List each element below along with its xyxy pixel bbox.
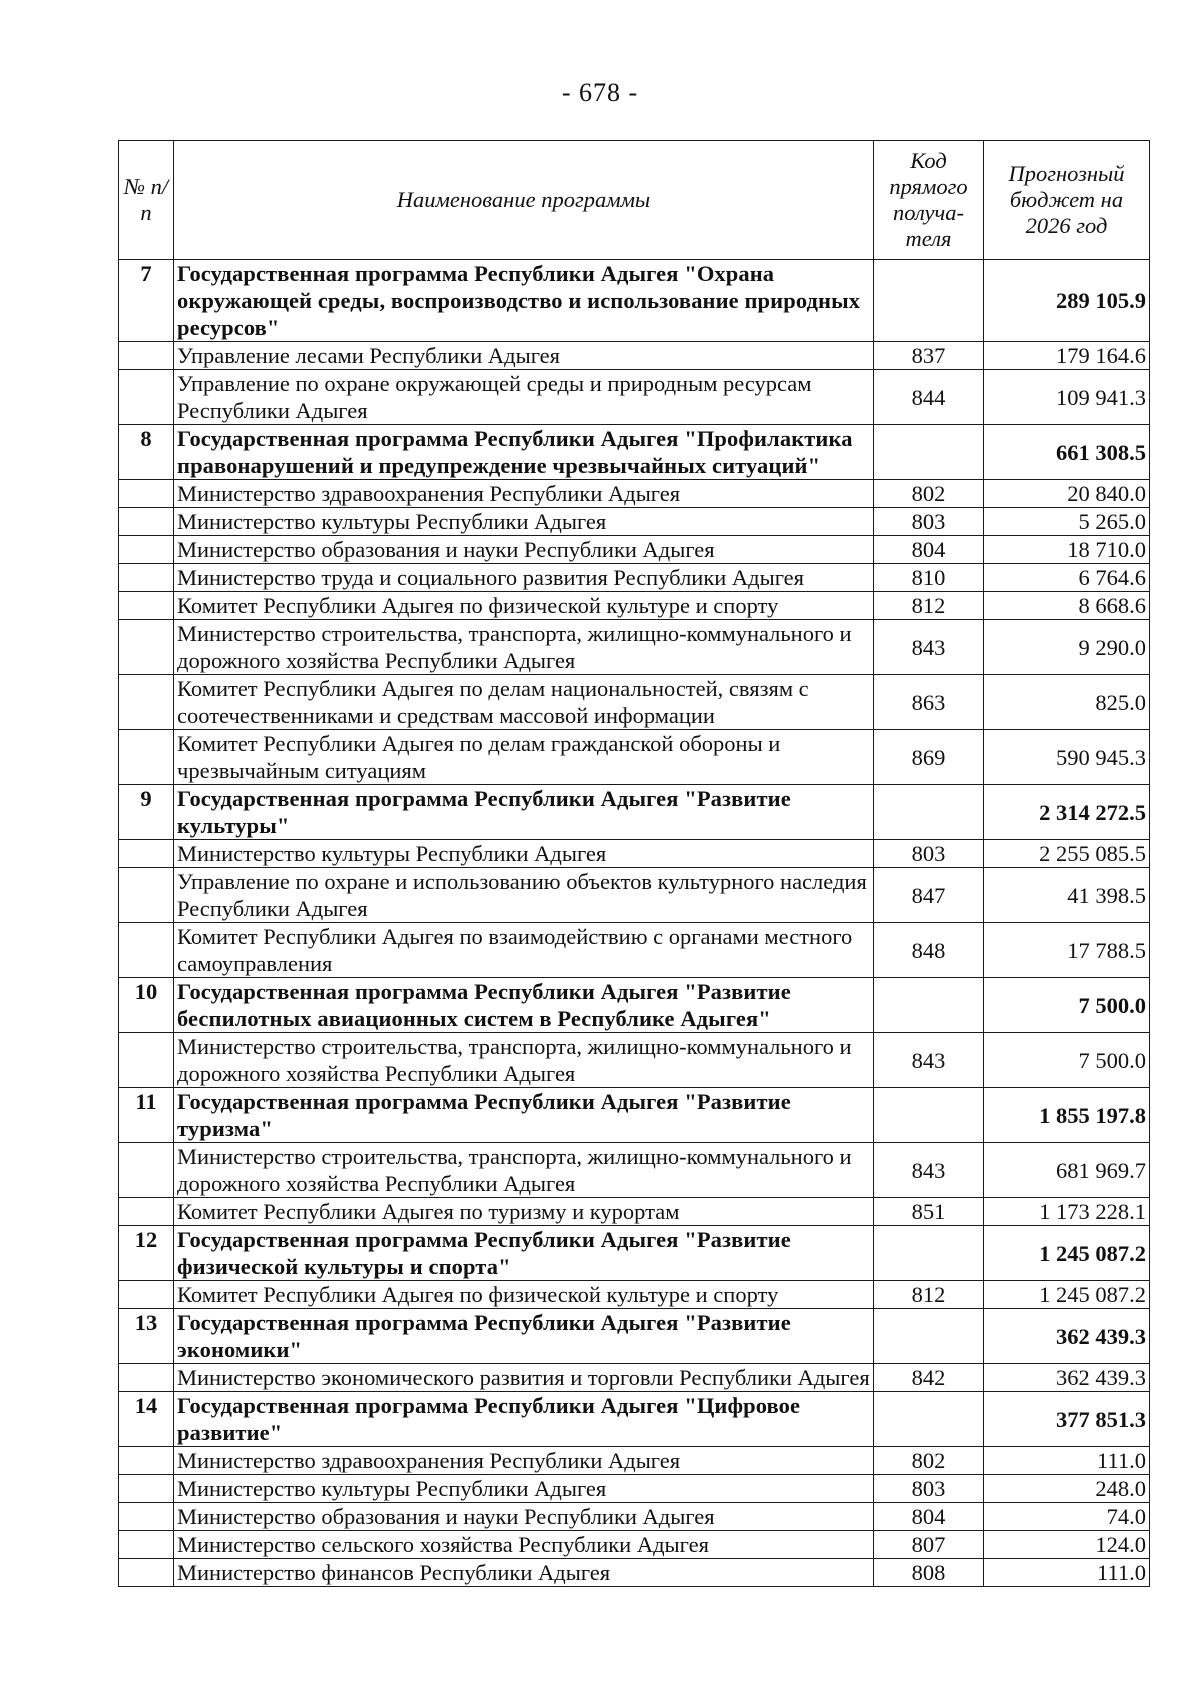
program-row — [119, 1226, 1150, 1281]
row-number — [119, 1531, 174, 1559]
row-number — [119, 1281, 174, 1309]
row-name: Министерство здравоохранения Республики Адыгея — [174, 480, 874, 508]
row-number — [119, 1559, 174, 1587]
row-code — [874, 785, 984, 840]
table-body — [119, 260, 1150, 1587]
recipient-row — [119, 564, 1150, 592]
row-name: Комитет Республики Адыгея по физической культуре и спорту — [174, 592, 874, 620]
row-number — [119, 1143, 174, 1198]
recipient-row — [119, 536, 1150, 564]
row-name: Министерство экономического развития и торговли Республики Адыгея — [174, 1364, 874, 1392]
row-budget: 5 265.0 — [984, 508, 1150, 536]
row-code: 851 — [874, 1198, 984, 1226]
row-name: Комитет Республики Адыгея по делам национальностей, связям с соотечественниками и средствам массовой информации — [174, 675, 874, 730]
row-budget: 661 308.5 — [984, 425, 1150, 480]
row-code — [874, 425, 984, 480]
recipient-row — [119, 480, 1150, 508]
row-name: Министерство культуры Республики Адыгея — [174, 1475, 874, 1503]
row-name: Министерство труда и социального развития Республики Адыгея — [174, 564, 874, 592]
row-name: Управление по охране и использованию объектов культурного наследия Республики Адыгея — [174, 868, 874, 923]
row-number — [119, 620, 174, 675]
row-budget: 362 439.3 — [984, 1309, 1150, 1364]
row-budget: 1 855 197.8 — [984, 1088, 1150, 1143]
row-code: 812 — [874, 1281, 984, 1309]
row-number: 10 — [119, 978, 174, 1033]
row-budget: 6 764.6 — [984, 564, 1150, 592]
row-number — [119, 1475, 174, 1503]
row-budget: 124.0 — [984, 1531, 1150, 1559]
row-number: 13 — [119, 1309, 174, 1364]
row-budget: 111.0 — [984, 1447, 1150, 1475]
row-code: 847 — [874, 868, 984, 923]
row-name: Комитет Республики Адыгея по физической культуре и спорту — [174, 1281, 874, 1309]
row-name: Министерство культуры Республики Адыгея — [174, 840, 874, 868]
row-name: Государственная программа Республики Адыгея "Охрана окружающей среды, воспроизводство и использование природных ресурсов" — [174, 260, 874, 342]
header-recipient-code: Код прямого получа- теля — [874, 141, 984, 260]
recipient-row — [119, 1033, 1150, 1088]
row-code: 844 — [874, 370, 984, 425]
row-code: 803 — [874, 1475, 984, 1503]
row-name: Министерство строительства, транспорта, жилищно-коммунального и дорожного хозяйства Республики Адыгея — [174, 1143, 874, 1198]
row-code: 843 — [874, 1033, 984, 1088]
recipient-row — [119, 592, 1150, 620]
recipient-row — [119, 675, 1150, 730]
row-code: 810 — [874, 564, 984, 592]
row-budget: 41 398.5 — [984, 868, 1150, 923]
row-code: 807 — [874, 1531, 984, 1559]
recipient-row — [119, 370, 1150, 425]
row-budget: 590 945.3 — [984, 730, 1150, 785]
row-code: 848 — [874, 923, 984, 978]
row-name: Государственная программа Республики Адыгея "Развитие физической культуры и спорта" — [174, 1226, 874, 1281]
row-budget: 2 255 085.5 — [984, 840, 1150, 868]
recipient-row — [119, 1475, 1150, 1503]
row-number: 12 — [119, 1226, 174, 1281]
row-code: 843 — [874, 620, 984, 675]
row-budget: 7 500.0 — [984, 978, 1150, 1033]
row-budget: 377 851.3 — [984, 1392, 1150, 1447]
row-name: Комитет Республики Адыгея по туризму и курортам — [174, 1198, 874, 1226]
row-number: 11 — [119, 1088, 174, 1143]
row-code: 804 — [874, 1503, 984, 1531]
row-code: 802 — [874, 480, 984, 508]
row-budget: 20 840.0 — [984, 480, 1150, 508]
row-name: Министерство образования и науки Республики Адыгея — [174, 1503, 874, 1531]
program-row — [119, 260, 1150, 342]
row-budget: 2 314 272.5 — [984, 785, 1150, 840]
row-code — [874, 978, 984, 1033]
row-code: 869 — [874, 730, 984, 785]
row-code — [874, 1226, 984, 1281]
row-code: 803 — [874, 840, 984, 868]
row-number — [119, 923, 174, 978]
recipient-row — [119, 620, 1150, 675]
row-budget: 1 245 087.2 — [984, 1281, 1150, 1309]
recipient-row — [119, 1531, 1150, 1559]
row-number — [119, 342, 174, 370]
row-budget: 289 105.9 — [984, 260, 1150, 342]
row-name: Государственная программа Республики Адыгея "Развитие культуры" — [174, 785, 874, 840]
row-number — [119, 840, 174, 868]
row-number — [119, 868, 174, 923]
row-number — [119, 480, 174, 508]
row-number — [119, 1503, 174, 1531]
row-budget: 7 500.0 — [984, 1033, 1150, 1088]
table-header — [119, 141, 1150, 260]
row-number — [119, 730, 174, 785]
row-code — [874, 1392, 984, 1447]
row-number — [119, 564, 174, 592]
recipient-row — [119, 1503, 1150, 1531]
row-name: Комитет Республики Адыгея по взаимодействию с органами местного самоуправления — [174, 923, 874, 978]
recipient-row — [119, 508, 1150, 536]
row-name: Министерство строительства, транспорта, жилищно-коммунального и дорожного хозяйства Республики Адыгея — [174, 620, 874, 675]
row-code — [874, 1088, 984, 1143]
row-number: 9 — [119, 785, 174, 840]
row-number — [119, 536, 174, 564]
recipient-row — [119, 868, 1150, 923]
row-number — [119, 508, 174, 536]
row-budget: 681 969.7 — [984, 1143, 1150, 1198]
row-number: 8 — [119, 425, 174, 480]
program-row — [119, 978, 1150, 1033]
header-program-name: Наименование программы — [174, 141, 874, 260]
row-name: Государственная программа Республики Адыгея "Цифровое развитие" — [174, 1392, 874, 1447]
row-budget: 17 788.5 — [984, 923, 1150, 978]
recipient-row — [119, 1143, 1150, 1198]
recipient-row — [119, 840, 1150, 868]
row-number — [119, 592, 174, 620]
row-code: 802 — [874, 1447, 984, 1475]
row-code: 804 — [874, 536, 984, 564]
row-name: Министерство здравоохранения Республики Адыгея — [174, 1447, 874, 1475]
budget-table — [118, 140, 1150, 1587]
row-name: Государственная программа Республики Адыгея "Профилактика правонарушений и предупреждение чрезвычайных ситуаций" — [174, 425, 874, 480]
row-name: Министерство сельского хозяйства Республики Адыгея — [174, 1531, 874, 1559]
recipient-row — [119, 342, 1150, 370]
row-code — [874, 260, 984, 342]
recipient-row — [119, 730, 1150, 785]
row-name: Государственная программа Республики Адыгея "Развитие туризма" — [174, 1088, 874, 1143]
row-number — [119, 1198, 174, 1226]
row-code: 843 — [874, 1143, 984, 1198]
row-budget: 9 290.0 — [984, 620, 1150, 675]
row-number: 7 — [119, 260, 174, 342]
row-name: Министерство финансов Республики Адыгея — [174, 1559, 874, 1587]
row-code: 812 — [874, 592, 984, 620]
recipient-row — [119, 1198, 1150, 1226]
header-budget-2026: Прогнозный бюджет на 2026 год — [984, 141, 1150, 260]
program-row — [119, 1392, 1150, 1447]
row-name: Комитет Республики Адыгея по делам гражданской обороны и чрезвычайным ситуациям — [174, 730, 874, 785]
row-budget: 362 439.3 — [984, 1364, 1150, 1392]
row-name: Государственная программа Республики Адыгея "Развитие экономики" — [174, 1309, 874, 1364]
program-row — [119, 1309, 1150, 1364]
row-number — [119, 1447, 174, 1475]
row-name: Государственная программа Республики Адыгея "Развитие беспилотных авиационных систем в Республике Адыгея" — [174, 978, 874, 1033]
row-code: 808 — [874, 1559, 984, 1587]
recipient-row — [119, 1364, 1150, 1392]
row-budget: 109 941.3 — [984, 370, 1150, 425]
program-row — [119, 785, 1150, 840]
row-code: 837 — [874, 342, 984, 370]
recipient-row — [119, 1559, 1150, 1587]
row-name: Министерство образования и науки Республики Адыгея — [174, 536, 874, 564]
program-row — [119, 425, 1150, 480]
row-code: 803 — [874, 508, 984, 536]
row-budget: 8 668.6 — [984, 592, 1150, 620]
row-budget: 825.0 — [984, 675, 1150, 730]
row-budget: 1 245 087.2 — [984, 1226, 1150, 1281]
row-name: Министерство строительства, транспорта, жилищно-коммунального и дорожного хозяйства Республики Адыгея — [174, 1033, 874, 1088]
header-number: № п/п — [119, 141, 174, 260]
row-number: 14 — [119, 1392, 174, 1447]
row-budget: 1 173 228.1 — [984, 1198, 1150, 1226]
recipient-row — [119, 1447, 1150, 1475]
row-budget: 111.0 — [984, 1559, 1150, 1587]
recipient-row — [119, 923, 1150, 978]
row-name: Министерство культуры Республики Адыгея — [174, 508, 874, 536]
row-budget: 74.0 — [984, 1503, 1150, 1531]
row-budget: 18 710.0 — [984, 536, 1150, 564]
row-name: Управление по охране окружающей среды и природным ресурсам Республики Адыгея — [174, 370, 874, 425]
row-number — [119, 1364, 174, 1392]
page-number: - 678 - — [561, 78, 639, 107]
row-budget: 248.0 — [984, 1475, 1150, 1503]
row-budget: 179 164.6 — [984, 342, 1150, 370]
row-code: 842 — [874, 1364, 984, 1392]
program-row — [119, 1088, 1150, 1143]
row-name: Управление лесами Республики Адыгея — [174, 342, 874, 370]
row-code: 863 — [874, 675, 984, 730]
recipient-row — [119, 1281, 1150, 1309]
row-number — [119, 370, 174, 425]
row-number — [119, 1033, 174, 1088]
row-number — [119, 675, 174, 730]
row-code — [874, 1309, 984, 1364]
